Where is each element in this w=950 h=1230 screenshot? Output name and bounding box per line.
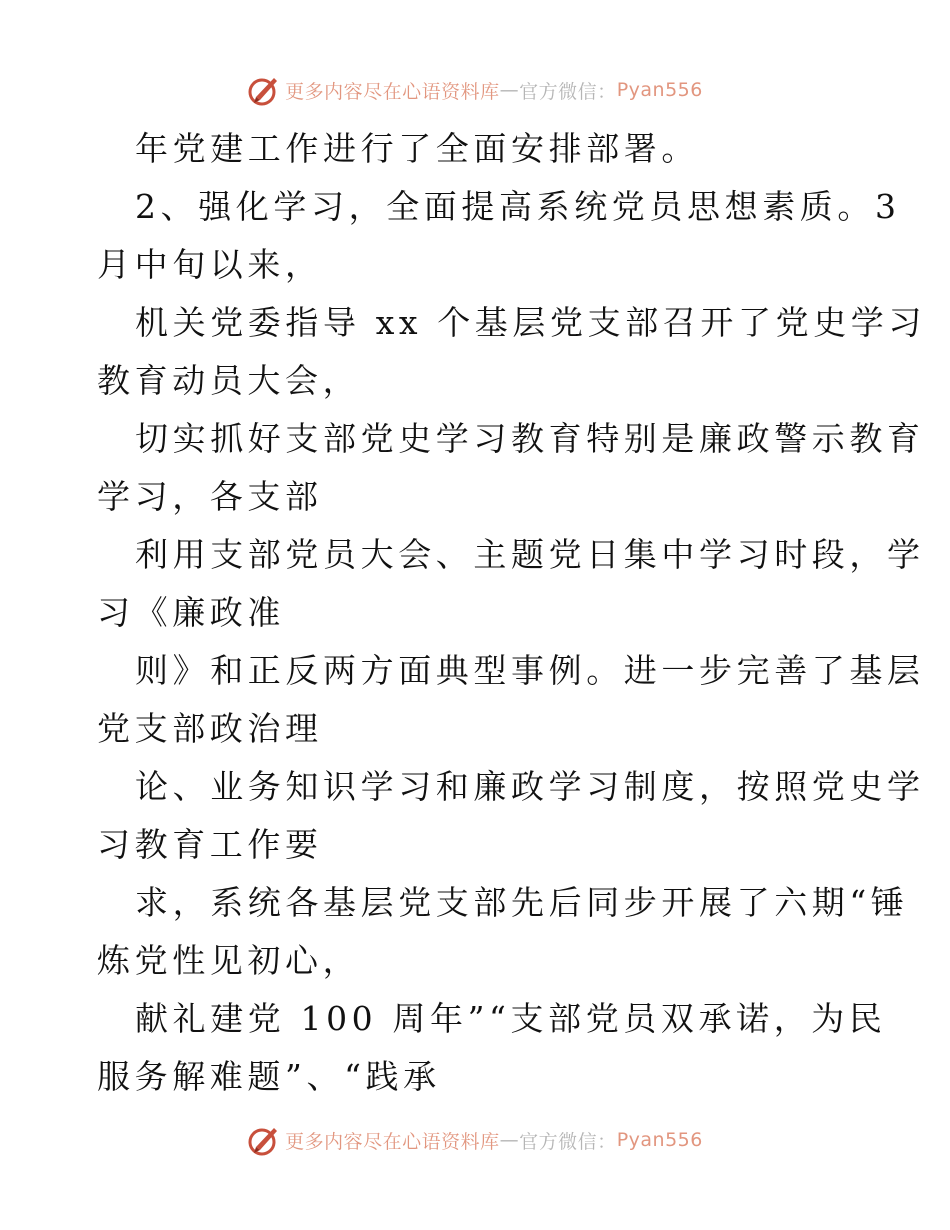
header-watermark	[0, 70, 950, 110]
watermark-sub-text: 官方微信：	[519, 1130, 617, 1153]
document-body	[97, 120, 927, 1106]
watermark-separator: —	[499, 1129, 520, 1151]
text-line: 利用支部党员大会、主题党日集中学习时段，学	[135, 535, 925, 574]
text-line: 2、强化学习，全面提高系统党员思想素质。3	[135, 187, 901, 226]
watermark-wechat-id: Pyan556	[616, 79, 703, 101]
text-line: 年党建工作进行了全面安排部署。	[135, 129, 699, 168]
text-line: 求，系统各基层党支部先后同步开展了六期“锤	[135, 883, 909, 922]
text-line: 习教育工作要	[97, 825, 323, 864]
quill-in-circle-icon	[247, 1123, 281, 1157]
watermark-sub-text: 官方微信：	[519, 80, 617, 103]
watermark-separator: —	[499, 79, 520, 101]
text-line: 炼党性见初心，	[97, 941, 361, 980]
text-line: 习《廉政准	[97, 593, 285, 632]
text-line: 论、业务知识学习和廉政学习制度，按照党史学	[135, 767, 925, 806]
text-line: 则》和正反两方面典型事例。进一步完善了基层	[135, 651, 925, 690]
text-line: 献礼建党 100 周年”“支部党员双承诺，为民	[135, 999, 887, 1038]
text-line: 教育动员大会，	[97, 361, 361, 400]
text-line: 服务解难题”、“践承	[97, 1057, 441, 1096]
watermark-main-text: 更多内容尽在心语资料库	[285, 1130, 500, 1153]
text-line: 学习，各支部	[97, 477, 323, 516]
watermark-wechat-id: Pyan556	[616, 1129, 703, 1151]
text-line: 切实抓好支部党史学习教育特别是廉政警示教育	[135, 419, 925, 458]
text-line: 月中旬以来，	[97, 245, 323, 284]
watermark-main-text: 更多内容尽在心语资料库	[285, 80, 500, 103]
footer-watermark	[0, 1120, 950, 1160]
text-line: 机关党委指导 xx 个基层党支部召开了党史学习	[135, 303, 927, 342]
quill-in-circle-icon	[247, 73, 281, 107]
text-line: 党支部政治理	[97, 709, 323, 748]
